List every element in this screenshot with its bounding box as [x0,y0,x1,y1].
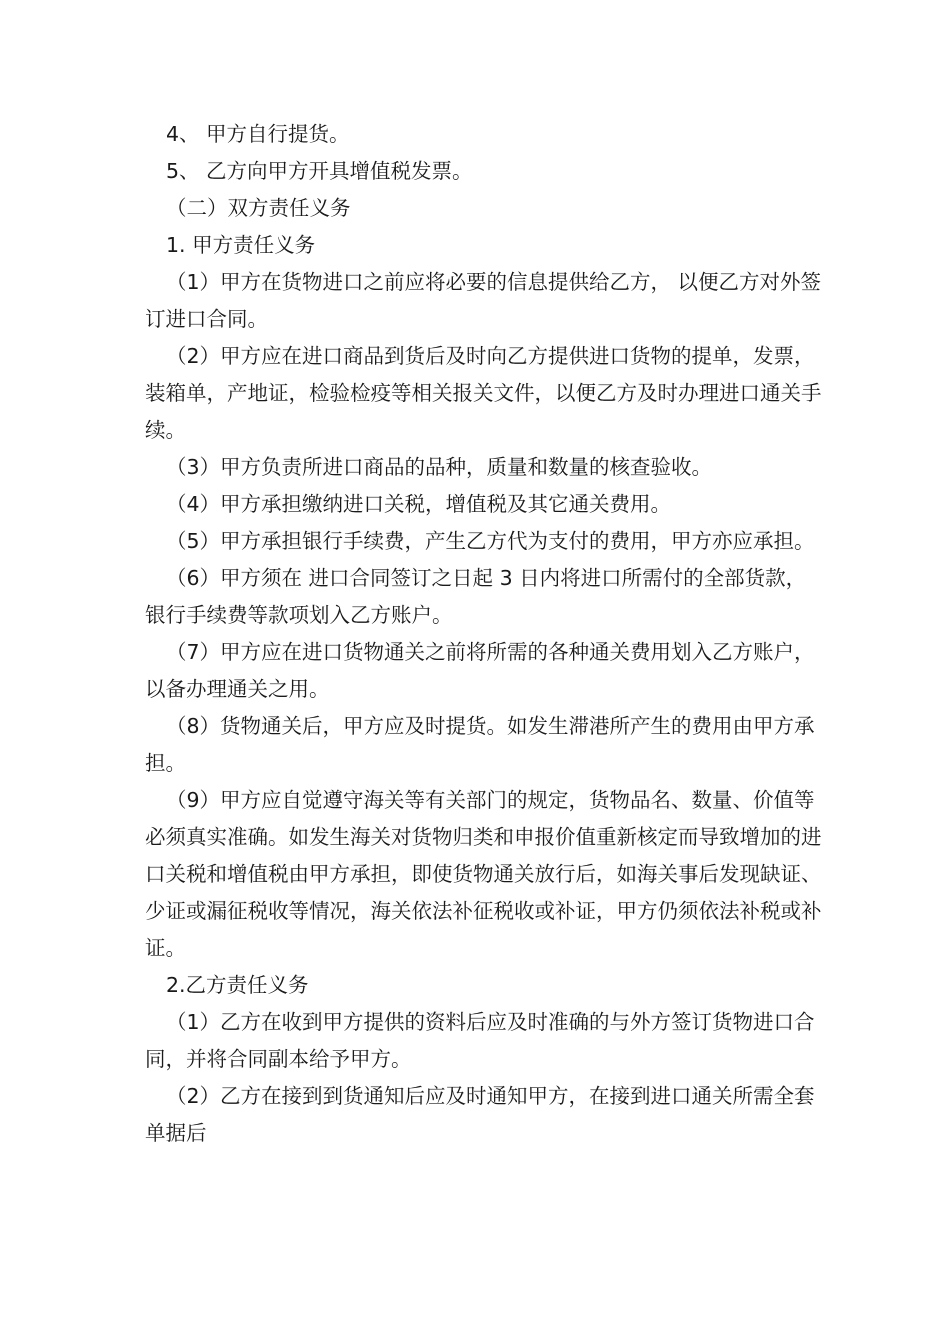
paragraph-a-clause-4: （4）甲方承担缴纳进口关税，增值税及其它通关费用。 [166,492,672,516]
paragraph-item-4-self-pickup: 4、 甲方自行提货。 [166,122,350,146]
paragraph-a-clause-9: （9）甲方应自觉遵守海关等有关部门的规定，货物品名、数量、价值等必须真实准确。如发生海关对货物归类和申报价值重新核定而导致增加的进口关税和增值税由甲方承担，即使货物通关放行后，如海关事后发现缺证、少证或漏征税收等情况，海关依法补征税收或补证，甲方仍须依法补税或补证。 [145,788,822,960]
paragraph-a-clause-2: （2）甲方应在进口商品到货后及时向乙方提供进口货物的提单，发票，装箱单，产地证，检验检疫等相关报关文件，以便乙方及时办理进口通关手续。 [145,344,822,442]
document-body [145,116,825,1152]
subheading-party-b-obligations: 2.乙方责任义务 [166,973,309,997]
paragraph-a-clause-5: （5）甲方承担银行手续费，产生乙方代为支付的费用，甲方亦应承担。 [166,529,815,553]
paragraph-a-clause-6: （6）甲方须在 进口合同签订之日起 3 日内将进口所需付的全部货款，银行手续费等款项划入乙方账户。 [145,566,807,627]
section-heading-mutual-obligations: （二）双方责任义务 [166,196,351,220]
paragraph-a-clause-7: （7）甲方应在进口货物通关之前将所需的各种通关费用划入乙方账户，以备办理通关之用。 [145,640,815,701]
subheading-party-a-obligations: 1. 甲方责任义务 [166,233,316,257]
paragraph-a-clause-1: （1）甲方在货物进口之前应将必要的信息提供给乙方， 以便乙方对外签订进口合同。 [145,270,822,331]
paragraph-item-5-vat-invoice: 5、 乙方向甲方开具增值税发票。 [166,159,473,183]
paragraph-b-clause-2: （2）乙方在接到到货通知后应及时通知甲方，在接到进口通关所需全套单据后 [145,1084,815,1145]
paragraph-a-clause-8: （8）货物通关后，甲方应及时提货。如发生滞港所产生的费用由甲方承担。 [145,714,815,775]
paragraph-a-clause-3: （3）甲方负责所进口商品的品种，质量和数量的核查验收。 [166,455,713,479]
paragraph-b-clause-1: （1）乙方在收到甲方提供的资料后应及时准确的与外方签订货物进口合同，并将合同副本给予甲方。 [145,1010,815,1071]
